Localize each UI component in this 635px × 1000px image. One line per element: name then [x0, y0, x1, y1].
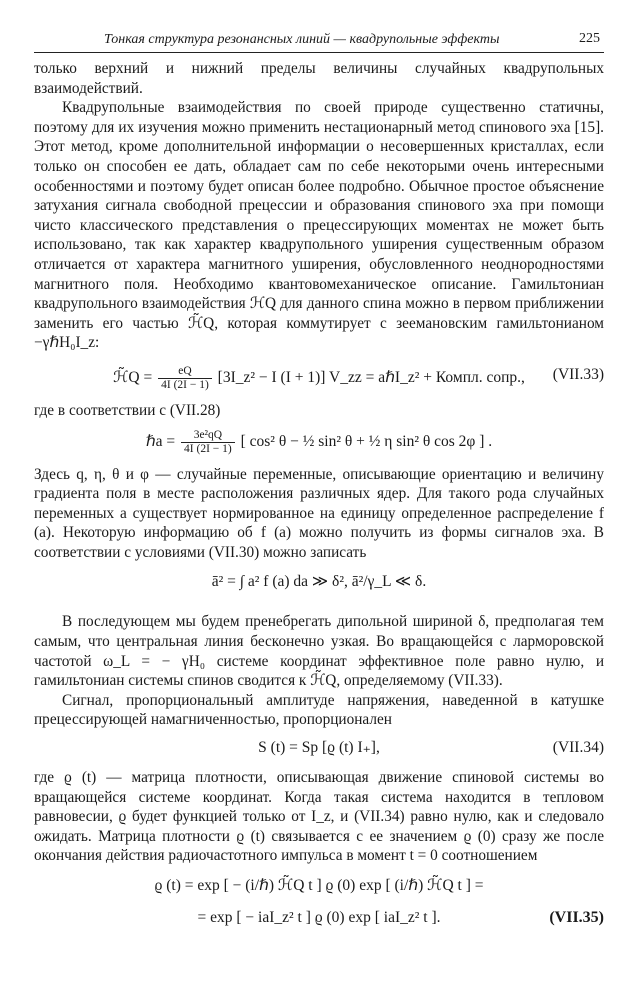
equation-vii-35-line1 [34, 876, 604, 904]
equation-vii-33 [34, 365, 604, 391]
eq2-rhs: [ cos² θ − ½ sin² θ + ½ η sin² θ cos 2φ ] . [240, 432, 493, 450]
eq5-body: ϱ (t) = exp [ − (i/ℏ) ℋ̃Q t ] ϱ (0) exp [ (i/ℏ) ℋ̃Q t ] = [154, 877, 484, 894]
eq6-tag: (VII.35) [549, 909, 604, 926]
eq1-fraction [158, 365, 212, 392]
eq4-tag: (VII.34) [552, 739, 604, 757]
paragraph-2: Квадрупольные взаимодействия по своей природе существенно статичны, поэтому для их изучения можно применить нестационарный метод спинового эха [15]. Этот метод, кроме дополнительной информации о несовершенных кристаллах, если только он способен ее дать, обладает сам по себе некоторыми очень интересными особенностями и поэтому будет описан более подробно. Обычное простое объяснение затухания сигнала свободной прецессии и образования спинового эха при помощи чисто классического представления о прецессирующих моментах не может быть использовано, так как характер квадрупольного уширения существенным образом отличается от характера магнитного уширения, обусловленного неоднородностями магнитного поля. Необходимо квантовомеханическое описание. Гамильтониан квадрупольного взаимодействия ℋQ для данного спина можно в первом приближении заменить его частью ℋ̃Q, которая коммутирует с зеемановским гамильтонианом −γℏH₀I_z: [34, 99, 604, 352]
eq2-denominator: 4I (2I − 1) [184, 442, 232, 455]
paragraph-6: Сигнал, пропорциональный амплитуде напряжения, наведенной в катушке прецессирующей намагниченностью, пропорционален [34, 691, 604, 729]
eq1-denominator: 4I (2I − 1) [161, 378, 209, 391]
eq6-body: = exp [ − iaI_z² t ] ϱ (0) exp [ iaI_z² t ]. [197, 909, 441, 926]
eq2-lhs: ℏa = [145, 432, 176, 450]
book-page [34, 30, 604, 932]
eq4-body: S (t) = Sp [ϱ (t) I₊], [258, 739, 380, 757]
eq3-body: ā² = ∫ a² f (a) da ≫ δ², ā²/γ_L ≪ δ. [211, 573, 427, 591]
eq1-lhs: ℋ̃Q = [113, 368, 153, 386]
eq2-numerator: 3e²qQ [181, 429, 235, 443]
eq1-tag: (VII.33) [552, 365, 604, 383]
equation-vii-34 [34, 738, 604, 758]
eq1-numerator: eQ [158, 365, 212, 379]
paragraph-3: где в соответствии с (VII.28) [34, 401, 221, 419]
equation-vii-35-line2 [34, 908, 604, 932]
eq1-rhs: [3I_z² − I (I + 1)] V_zz = aℏI_z² + Компл. сопр., [217, 368, 525, 386]
paragraph-1: только верхний и нижний пределы величины случайных квадрупольных взаимодействий. [34, 60, 604, 97]
running-header [34, 30, 604, 53]
paragraph-7: где ϱ (t) — матрица плотности, описывающая движение спиновой системы во вращающейся системе координат. Когда такая система находится в тепловом равновесии, ϱ будет функцией только от I_z, и (VII.34) равно нулю, как и следовало ожидать. Матрица плотности ϱ (t) связывается с ее значением ϱ (0) сразу же после окончания действия радиочастотного импульса в момент t = 0 соотношением [34, 769, 604, 865]
page-number: 225 [579, 31, 600, 46]
eq2-fraction [181, 429, 235, 456]
equation-ha [34, 429, 604, 455]
paragraph-4: Здесь q, η, θ и φ — случайные переменные, описывающие ориентацию и величину градиента поля в месте расположения различных ядер. Для такого рода случайных переменных a существует нормированное на единицу определенное распределение f (a). Некоторую информацию об f (a) можно получить из формы сигналов эха. В соответствии с условиями (VII.30) можно записать [34, 465, 604, 561]
paragraph-5: В последующем мы будем пренебрегать дипольной шириной δ, предполагая тем самым, что центральная линия бесконечно узкая. Во вращающейся с ларморовской частотой ω_L = − γH₀ системе координат эффективное поле равно нулю, и гамильтониан системы спинов сводится к ℋ̃Q, определяемому (VII.33). [34, 613, 604, 690]
page-body [34, 59, 604, 932]
equation-a-squared [34, 572, 604, 598]
running-title: Тонкая структура резонансных линий — квадрупольные эффекты [104, 32, 500, 47]
